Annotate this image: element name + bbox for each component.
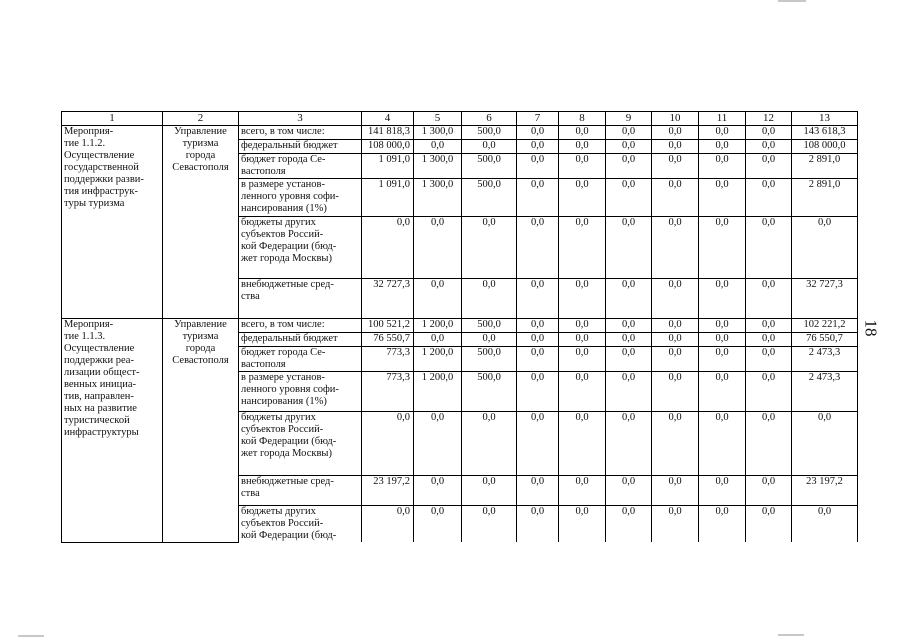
year-value-cell: 0,0 [746, 126, 792, 140]
year-value-cell: 0,0 [559, 333, 606, 347]
year-value-cell: 0,0 [746, 506, 792, 543]
column-number: 7 [517, 112, 559, 126]
year-value-cell: 0,0 [699, 179, 746, 217]
column-number: 3 [239, 112, 362, 126]
total-value-cell: 32 727,3 [792, 279, 858, 319]
year-value-cell: 0,0 [652, 179, 699, 217]
year-value-cell: 0,0 [462, 217, 517, 279]
total-value-cell: 108 000,0 [792, 140, 858, 154]
year-value-cell: 0,0 [559, 412, 606, 476]
year-value-cell: 0,0 [652, 506, 699, 543]
year-value-cell: 0,0 [606, 319, 652, 333]
year-value-cell: 0,0 [606, 347, 652, 372]
total-value-cell: 76 550,7 [792, 333, 858, 347]
year-value-cell: 0,0 [517, 372, 559, 412]
year-value-cell: 0,0 [746, 347, 792, 372]
total-value-cell: 143 618,3 [792, 126, 858, 140]
measure-name-cell: Мероприя- тие 1.1.3. Осуществление поддержки реа- лизации общест- венных инициа- тив, направлен- ных на развитие туристической инфраструктуры [62, 319, 163, 543]
funding-source-cell: всего, в том числе: [239, 319, 362, 333]
column-number: 10 [652, 112, 699, 126]
year-value-cell: 0,0 [652, 140, 699, 154]
year-value-cell: 0,0 [746, 333, 792, 347]
year-value-cell: 0,0 [462, 140, 517, 154]
year-value-cell: 0,0 [746, 154, 792, 179]
year-value-cell: 0,0 [559, 372, 606, 412]
funding-source-cell: внебюджетные сред- ства [239, 476, 362, 506]
year-value-cell: 0,0 [517, 506, 559, 543]
year-value-cell: 0,0 [517, 154, 559, 179]
year-value-cell: 0,0 [699, 217, 746, 279]
year-value-cell: 0,0 [606, 154, 652, 179]
year-value-cell: 0,0 [746, 412, 792, 476]
year-value-cell: 500,0 [462, 154, 517, 179]
year-value-cell: 1 300,0 [414, 179, 462, 217]
year-value-cell: 1 200,0 [414, 319, 462, 333]
year-value-cell: 773,3 [362, 347, 414, 372]
year-value-cell: 0,0 [746, 217, 792, 279]
year-value-cell: 0,0 [462, 476, 517, 506]
column-number: 13 [792, 112, 858, 126]
year-value-cell: 0,0 [699, 333, 746, 347]
scan-edge-mark [778, 634, 804, 636]
year-value-cell: 0,0 [606, 412, 652, 476]
year-value-cell: 0,0 [517, 333, 559, 347]
page-number: 18 [861, 319, 881, 337]
year-value-cell: 0,0 [517, 140, 559, 154]
total-value-cell: 0,0 [792, 506, 858, 543]
year-value-cell: 141 818,3 [362, 126, 414, 140]
year-value-cell: 0,0 [559, 140, 606, 154]
year-value-cell: 0,0 [652, 126, 699, 140]
funding-source-cell: внебюджетные сред- ства [239, 279, 362, 319]
funding-source-cell: всего, в том числе: [239, 126, 362, 140]
year-value-cell: 0,0 [606, 372, 652, 412]
budget-table-body [62, 112, 858, 543]
year-value-cell: 0,0 [652, 412, 699, 476]
year-value-cell: 0,0 [362, 217, 414, 279]
year-value-cell: 0,0 [652, 372, 699, 412]
year-value-cell: 1 300,0 [414, 126, 462, 140]
year-value-cell: 0,0 [699, 279, 746, 319]
column-number: 12 [746, 112, 792, 126]
year-value-cell: 0,0 [414, 476, 462, 506]
year-value-cell: 500,0 [462, 179, 517, 217]
executor-cell: Управление туризма города Севастополя [163, 126, 239, 319]
year-value-cell: 0,0 [606, 279, 652, 319]
year-value-cell: 0,0 [559, 279, 606, 319]
year-value-cell: 0,0 [414, 279, 462, 319]
column-number-row [62, 112, 858, 126]
year-value-cell: 76 550,7 [362, 333, 414, 347]
year-value-cell: 500,0 [462, 126, 517, 140]
year-value-cell: 0,0 [699, 476, 746, 506]
year-value-cell: 0,0 [699, 412, 746, 476]
table-row [62, 319, 858, 333]
year-value-cell: 0,0 [414, 333, 462, 347]
year-value-cell: 0,0 [699, 140, 746, 154]
year-value-cell: 0,0 [652, 217, 699, 279]
year-value-cell: 0,0 [699, 347, 746, 372]
column-number: 1 [62, 112, 163, 126]
scan-edge-mark [778, 0, 806, 2]
year-value-cell: 0,0 [699, 126, 746, 140]
year-value-cell: 0,0 [606, 126, 652, 140]
year-value-cell: 23 197,2 [362, 476, 414, 506]
column-number: 2 [163, 112, 239, 126]
year-value-cell: 0,0 [517, 476, 559, 506]
year-value-cell: 108 000,0 [362, 140, 414, 154]
year-value-cell: 0,0 [559, 506, 606, 543]
year-value-cell: 1 091,0 [362, 154, 414, 179]
column-number: 5 [414, 112, 462, 126]
funding-source-cell: бюджет города Се- вастополя [239, 347, 362, 372]
year-value-cell: 0,0 [699, 154, 746, 179]
year-value-cell: 0,0 [746, 372, 792, 412]
year-value-cell: 0,0 [606, 140, 652, 154]
year-value-cell: 100 521,2 [362, 319, 414, 333]
year-value-cell: 0,0 [699, 506, 746, 543]
year-value-cell: 0,0 [699, 319, 746, 333]
year-value-cell: 0,0 [559, 154, 606, 179]
year-value-cell: 0,0 [606, 506, 652, 543]
funding-source-cell: бюджет города Се- вастополя [239, 154, 362, 179]
scan-edge-mark [18, 635, 44, 637]
year-value-cell: 0,0 [414, 412, 462, 476]
year-value-cell: 0,0 [414, 140, 462, 154]
year-value-cell: 0,0 [559, 126, 606, 140]
total-value-cell: 2 473,3 [792, 372, 858, 412]
year-value-cell: 500,0 [462, 319, 517, 333]
year-value-cell: 0,0 [606, 217, 652, 279]
funding-source-cell: в размере установ- ленного уровня софи- нансирования (1%) [239, 372, 362, 412]
year-value-cell: 0,0 [652, 347, 699, 372]
year-value-cell: 32 727,3 [362, 279, 414, 319]
year-value-cell: 0,0 [652, 333, 699, 347]
year-value-cell: 0,0 [746, 140, 792, 154]
year-value-cell: 0,0 [652, 154, 699, 179]
total-value-cell: 2 891,0 [792, 154, 858, 179]
year-value-cell: 1 300,0 [414, 154, 462, 179]
year-value-cell: 0,0 [746, 279, 792, 319]
column-number: 9 [606, 112, 652, 126]
year-value-cell: 0,0 [652, 319, 699, 333]
year-value-cell: 0,0 [517, 179, 559, 217]
year-value-cell: 0,0 [462, 412, 517, 476]
column-number: 4 [362, 112, 414, 126]
year-value-cell: 0,0 [699, 372, 746, 412]
year-value-cell: 1 091,0 [362, 179, 414, 217]
year-value-cell: 0,0 [414, 506, 462, 543]
year-value-cell: 0,0 [517, 347, 559, 372]
year-value-cell: 0,0 [652, 279, 699, 319]
year-value-cell: 0,0 [362, 506, 414, 543]
year-value-cell: 0,0 [462, 279, 517, 319]
executor-cell: Управление туризма города Севастополя [163, 319, 239, 543]
total-value-cell: 2 473,3 [792, 347, 858, 372]
year-value-cell: 0,0 [559, 347, 606, 372]
funding-source-cell: федеральный бюджет [239, 140, 362, 154]
total-value-cell: 0,0 [792, 412, 858, 476]
year-value-cell: 0,0 [517, 217, 559, 279]
year-value-cell: 0,0 [517, 279, 559, 319]
table-row [62, 126, 858, 140]
year-value-cell: 773,3 [362, 372, 414, 412]
column-number: 6 [462, 112, 517, 126]
funding-source-cell: федеральный бюджет [239, 333, 362, 347]
year-value-cell: 0,0 [362, 412, 414, 476]
funding-source-cell: бюджеты других субъектов Россий- кой Федерации (бюд- жет города Москвы) [239, 412, 362, 476]
year-value-cell: 0,0 [652, 476, 699, 506]
year-value-cell: 0,0 [462, 506, 517, 543]
year-value-cell: 0,0 [746, 179, 792, 217]
year-value-cell: 0,0 [606, 179, 652, 217]
total-value-cell: 102 221,2 [792, 319, 858, 333]
year-value-cell: 0,0 [559, 179, 606, 217]
year-value-cell: 0,0 [414, 217, 462, 279]
year-value-cell: 500,0 [462, 347, 517, 372]
funding-source-cell: в размере установ- ленного уровня софи- нансирования (1%) [239, 179, 362, 217]
measure-name-cell: Мероприя- тие 1.1.2. Осуществление государственной поддержки разви- тия инфраструк- туры туризма [62, 126, 163, 319]
year-value-cell: 0,0 [462, 333, 517, 347]
column-number: 11 [699, 112, 746, 126]
year-value-cell: 0,0 [517, 319, 559, 333]
year-value-cell: 0,0 [559, 476, 606, 506]
year-value-cell: 0,0 [559, 217, 606, 279]
year-value-cell: 500,0 [462, 372, 517, 412]
total-value-cell: 0,0 [792, 217, 858, 279]
year-value-cell: 0,0 [746, 319, 792, 333]
year-value-cell: 0,0 [606, 476, 652, 506]
year-value-cell: 0,0 [517, 126, 559, 140]
year-value-cell: 0,0 [517, 412, 559, 476]
year-value-cell: 1 200,0 [414, 372, 462, 412]
column-number: 8 [559, 112, 606, 126]
year-value-cell: 0,0 [559, 319, 606, 333]
year-value-cell: 1 200,0 [414, 347, 462, 372]
year-value-cell: 0,0 [606, 333, 652, 347]
budget-table [61, 111, 858, 543]
funding-source-cell: бюджеты других субъектов Россий- кой Федерации (бюд- [239, 506, 362, 543]
funding-source-cell: бюджеты других субъектов Россий- кой Федерации (бюд- жет города Москвы) [239, 217, 362, 279]
total-value-cell: 23 197,2 [792, 476, 858, 506]
total-value-cell: 2 891,0 [792, 179, 858, 217]
year-value-cell: 0,0 [746, 476, 792, 506]
